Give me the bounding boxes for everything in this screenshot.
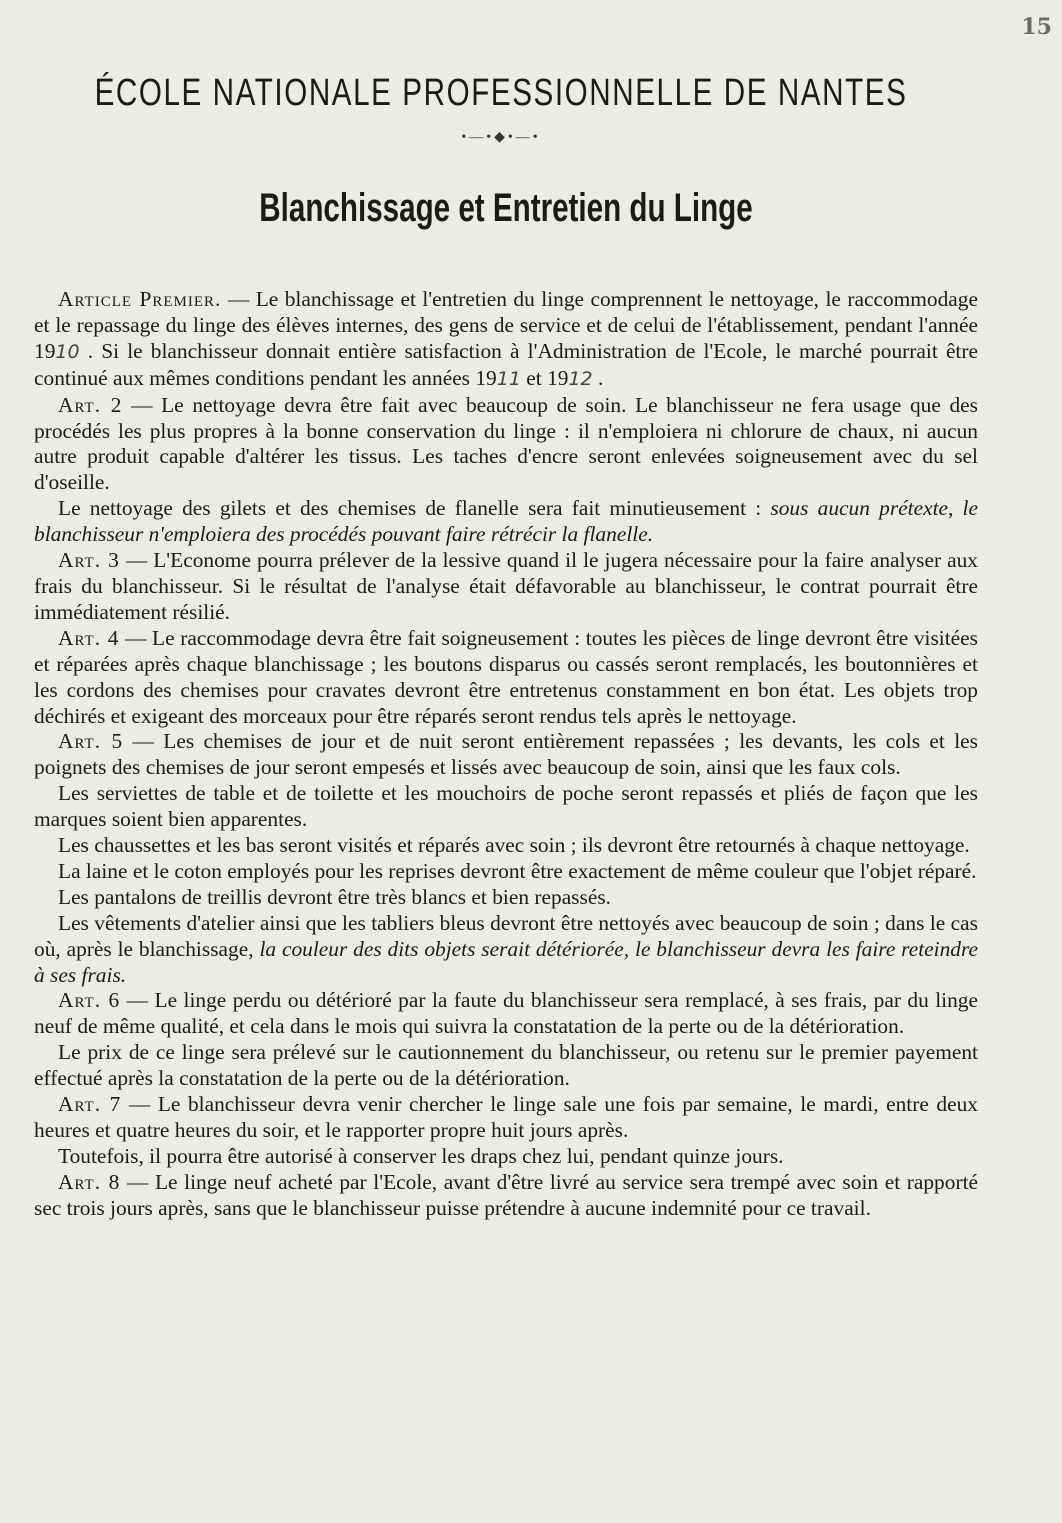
- article-label: Art. 8: [58, 1169, 121, 1194]
- handwritten-year: 12: [568, 367, 593, 390]
- article-text: — L'Econome pourra prélever de la lessive quand il le jugera nécessaire pour la faire analyser aux frais du blanchisseur. Si le résultat de l'analyse était défavorable au blanchisseur, le contrat pourrait être immédiatement résilié.: [34, 548, 978, 624]
- paragraph-chaussettes: Les chaussettes et les bas seront visités et réparés avec soin ; ils devront être retournés à chaque nettoyage.: [58, 833, 970, 858]
- paragraph-vetements: [34, 911, 978, 989]
- paragraph-laine: La laine et le coton employés pour les reprises devront être exactement de même couleur que l'objet réparé.: [58, 858, 977, 883]
- page-number: 15: [1021, 14, 1052, 40]
- article-text: — Le nettoyage devra être fait avec beaucoup de soin. Le blanchisseur ne fera usage que des procédés les plus propres à la bonne conservation du linge : il n'emploiera ni chlorure de chaux, ni aucun autre produit capable d'altérer les tissus. Les taches d'encre seront enlevées soigneusement avec du sel d'oseille.: [34, 392, 978, 495]
- paragraph-italic: la couleur des dits objets serait détériorée, le blanchisseur devra les faire reteindre à ses frais.: [34, 936, 978, 987]
- paragraph-text: Le nettoyage des gilets et des chemises de flanelle sera fait minutieusement :: [58, 496, 771, 521]
- paragraph-serviettes: Les serviettes de table et de toilette et les mouchoirs de poche seront repassés et pliés de façon que les marques soient bien apparentes.: [34, 781, 978, 832]
- article-label: Art. 3: [58, 548, 120, 573]
- article-text: — Le blanchisseur devra venir chercher le linge sale une fois par semaine, le mardi, entre deux heures et quatre heures du soir, et le rapporter propre huit jours après.: [34, 1092, 978, 1142]
- article-text: — Le linge perdu ou détérioré par la faute du blanchisseur sera remplacé, à ses frais, par du linge neuf de même qualité, et cela dans le mois qui suivra la constatation de la perte ou de la détérioration.: [34, 988, 979, 1039]
- article-5: [34, 729, 978, 781]
- article-label: Art. 2: [58, 392, 123, 417]
- paragraph-prix: Le prix de ce linge sera prélevé sur le cautionnement du blanchisseur, ou retenu sur le premier payement effectué après la constatation de la perte ou de la détérioration.: [34, 1040, 978, 1091]
- handwritten-year: 11: [496, 367, 521, 390]
- article-label: Art. 6: [58, 988, 121, 1013]
- document-body: [34, 287, 978, 1222]
- document-header: [0, 72, 1062, 231]
- article-3: [34, 548, 978, 626]
- paragraph-toutefois: Toutefois, il pourra être autorisé à conserver les draps chez lui, pendant quinze jours.: [58, 1143, 784, 1168]
- article-4: [34, 626, 978, 730]
- article-text: et 19: [520, 365, 569, 390]
- paragraph-text: Les vêtements d'atelier ainsi que les tabliers bleus devront être nettoyés avec beaucoup de soin ; dans le cas où, après le blanchissage,: [34, 910, 978, 961]
- article-premier: [34, 287, 978, 393]
- article-2: [34, 393, 978, 497]
- article-label: Article Premier.: [58, 287, 222, 311]
- article-7: [34, 1092, 978, 1144]
- school-name: ÉCOLE NATIONALE PROFESSIONNELLE DE NANTES: [94, 72, 908, 114]
- ornament-divider: •—•◆•—•: [461, 130, 541, 145]
- article-text: .: [592, 365, 604, 390]
- article-text: — Le linge neuf acheté par l'Ecole, avant d'être livré au service sera trempé avec soin et rapporté sec trois jours après, sans que le blanchisseur puisse prétendre à aucune indemnité pour ce travail.: [34, 1169, 979, 1220]
- document-title: Blanchissage et Entretien du Linge: [259, 186, 753, 230]
- article-6: [34, 988, 978, 1040]
- article-text: — Le blanchissage et l'entretien du linge comprennent le nettoyage, le raccommodage et le repassage du linge des élèves internes, des gens de service et de celui de l'établissement, pendant l'année 19: [34, 287, 978, 363]
- article-label: Art. 5: [58, 729, 124, 754]
- paragraph-pantalons: Les pantalons de treillis devront être très blancs et bien repassés.: [58, 884, 612, 909]
- article-text: — Les chemises de jour et de nuit seront entièrement repassées ; les devants, les cols et les poignets des chemises de jour seront empesés et lissés avec beaucoup de soin, ainsi que les faux cols.: [34, 729, 978, 780]
- article-label: Art. 4: [58, 625, 120, 650]
- article-text: . Si le blanchisseur donnait entière satisfaction à l'Administration de l'Ecole, le marché pourrait être continué aux mêmes conditions pendant les années 19: [34, 338, 978, 390]
- paragraph-flanelle: [34, 496, 978, 548]
- paragraph-italic: sous aucun prétexte, le blanchisseur n'emploiera des procédés pouvant faire rétrécir la flanelle.: [34, 496, 978, 547]
- handwritten-year: 10: [55, 340, 80, 363]
- article-8: [34, 1170, 978, 1222]
- article-label: Art. 7: [58, 1092, 122, 1117]
- article-text: — Le raccommodage devra être fait soigneusement : toutes les pièces de linge devront être visitées et réparées après chaque blanchissage ; les boutons disparus ou cassés seront remplacés, les boutonnières et les cordons des chemises pour cravates devront être entretenus constamment en bon état. Les objets trop déchirés et exigeant des morceaux pour être réparés seront rendus tels après le nettoyage.: [34, 625, 978, 728]
